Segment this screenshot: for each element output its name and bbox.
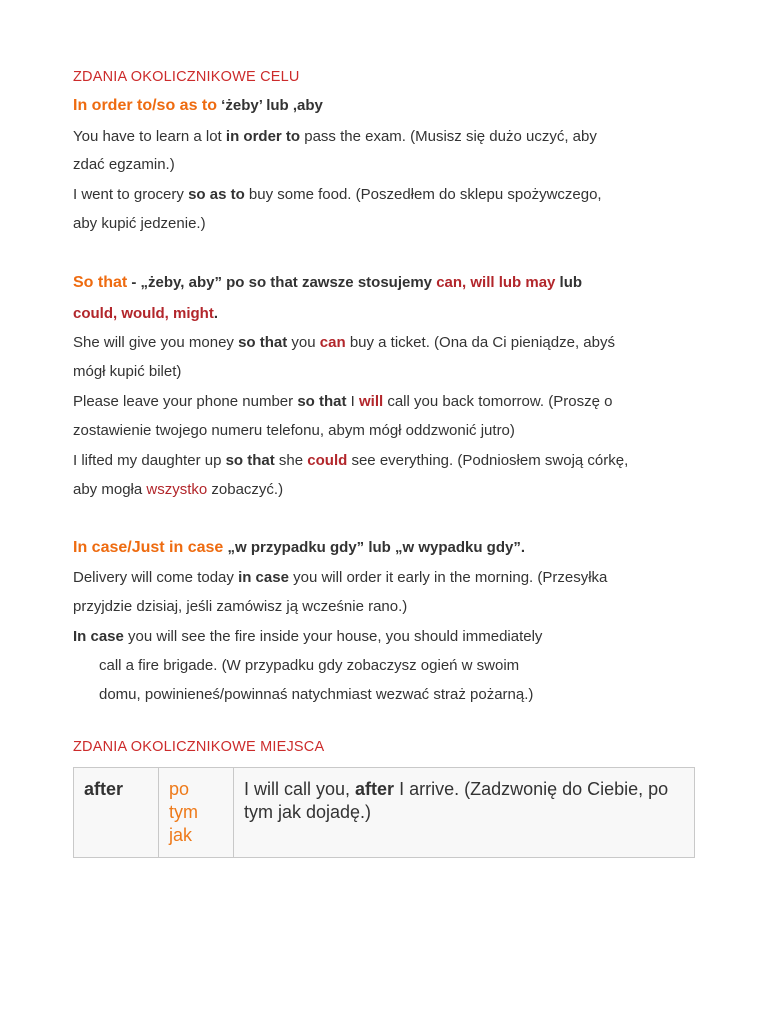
table-cell-word: after (74, 768, 159, 858)
example-text: buy a ticket. (Ona da Ci pieniądze, abyś (345, 334, 615, 351)
example-text: pass the exam. (Musisz się dużo uczyć, aby (300, 128, 597, 145)
example-text: see everything. (Podniosłem swoją córkę, (347, 452, 629, 469)
modal-verbs: could, would, might (73, 305, 214, 322)
example-text: you (287, 334, 320, 351)
example-text: I went to grocery (73, 186, 189, 203)
in-order-to-phrase: In order to/so as to (73, 97, 218, 114)
example-text: Please leave your phone number (73, 393, 298, 410)
example-text: call you back tomorrow. (Proszę o (383, 393, 613, 410)
modal-verb: can (319, 334, 346, 351)
modal-verb: could (307, 452, 348, 469)
keyword: in order to (225, 128, 301, 145)
in-case-heading (73, 538, 525, 558)
example-text: I arrive. (Zadzwonię do Ciebie, po tym jak dojadę.) (244, 779, 669, 822)
keyword: so that (238, 334, 288, 351)
example-line (73, 185, 602, 205)
example-line (73, 627, 542, 647)
in-case-meaning: „w przypadku gdy” lub „w wypadku gdy”. (223, 539, 526, 556)
modal-verb: will (359, 393, 384, 410)
example-text: you will see the fire inside your house, you should immediately (123, 628, 543, 645)
example-text: I lifted my daughter up (73, 452, 226, 469)
keyword: after (355, 779, 395, 799)
example-line: przyjdzie dzisiaj, jeśli zamówisz ją wcześnie rano.) (73, 598, 408, 615)
example-line (73, 568, 607, 588)
example-text: buy some food. (Poszedłem do sklepu spożywczego, (244, 186, 602, 203)
section-heading-place: ZDANIA OKOLICZNIKOWE MIEJSCA (73, 739, 325, 755)
table-row (74, 768, 695, 858)
example-line: zostawienie twojego numeru telefonu, abym mógł oddzwonić jutro) (73, 422, 515, 439)
example-line: call a fire brigade. (W przypadku gdy zobaczysz ogień w swoim (99, 657, 520, 674)
expression-table (73, 767, 695, 858)
example-text: I will call you, (244, 779, 356, 799)
example-line: mógł kupić bilet) (73, 363, 182, 380)
so-that-meaning: - „żeby, aby” po so that zawsze stosujemy (127, 274, 437, 291)
example-text: aby mogła (73, 481, 147, 498)
in-case-phrase: In case/Just in case (73, 539, 224, 556)
in-order-to-heading (73, 96, 323, 116)
example-line (73, 392, 612, 412)
example-line (73, 480, 283, 500)
example-line (73, 451, 628, 471)
keyword: In case (73, 628, 124, 645)
connector-text: lub (555, 274, 583, 291)
so-that-phrase: So that (73, 274, 128, 291)
table-cell-example (234, 768, 695, 858)
example-text: you will order it early in the morning. (Przesyłka (288, 569, 608, 586)
keyword: so that (297, 393, 347, 410)
table-cell-translation: po tym jak (159, 768, 234, 858)
section-heading-purpose: ZDANIA OKOLICZNIKOWE CELU (73, 69, 300, 85)
so-that-heading-cont (73, 304, 218, 324)
example-line (73, 333, 615, 353)
example-text: Delivery will come today (73, 569, 239, 586)
punctuation: . (213, 305, 218, 322)
keyword: in case (238, 569, 289, 586)
example-line: domu, powinieneś/powinnaś natychmiast wezwać straż pożarną.) (99, 686, 534, 703)
keyword: so that (225, 452, 275, 469)
example-text: zobaczyć.) (207, 481, 284, 498)
example-line (73, 127, 597, 147)
example-text: You have to learn a lot (73, 128, 226, 145)
keyword: so as to (188, 186, 245, 203)
example-text: I (346, 393, 359, 410)
in-order-to-meaning: ‘żeby’ lub ,aby (217, 97, 323, 114)
highlighted-word: wszystko (146, 481, 208, 498)
example-text: she (274, 452, 308, 469)
example-line: zdać egzamin.) (73, 156, 175, 173)
so-that-heading (73, 273, 582, 293)
example-text: She will give you money (73, 334, 239, 351)
modal-verbs: can, will lub may (436, 274, 556, 291)
example-line: aby kupić jedzenie.) (73, 215, 206, 232)
